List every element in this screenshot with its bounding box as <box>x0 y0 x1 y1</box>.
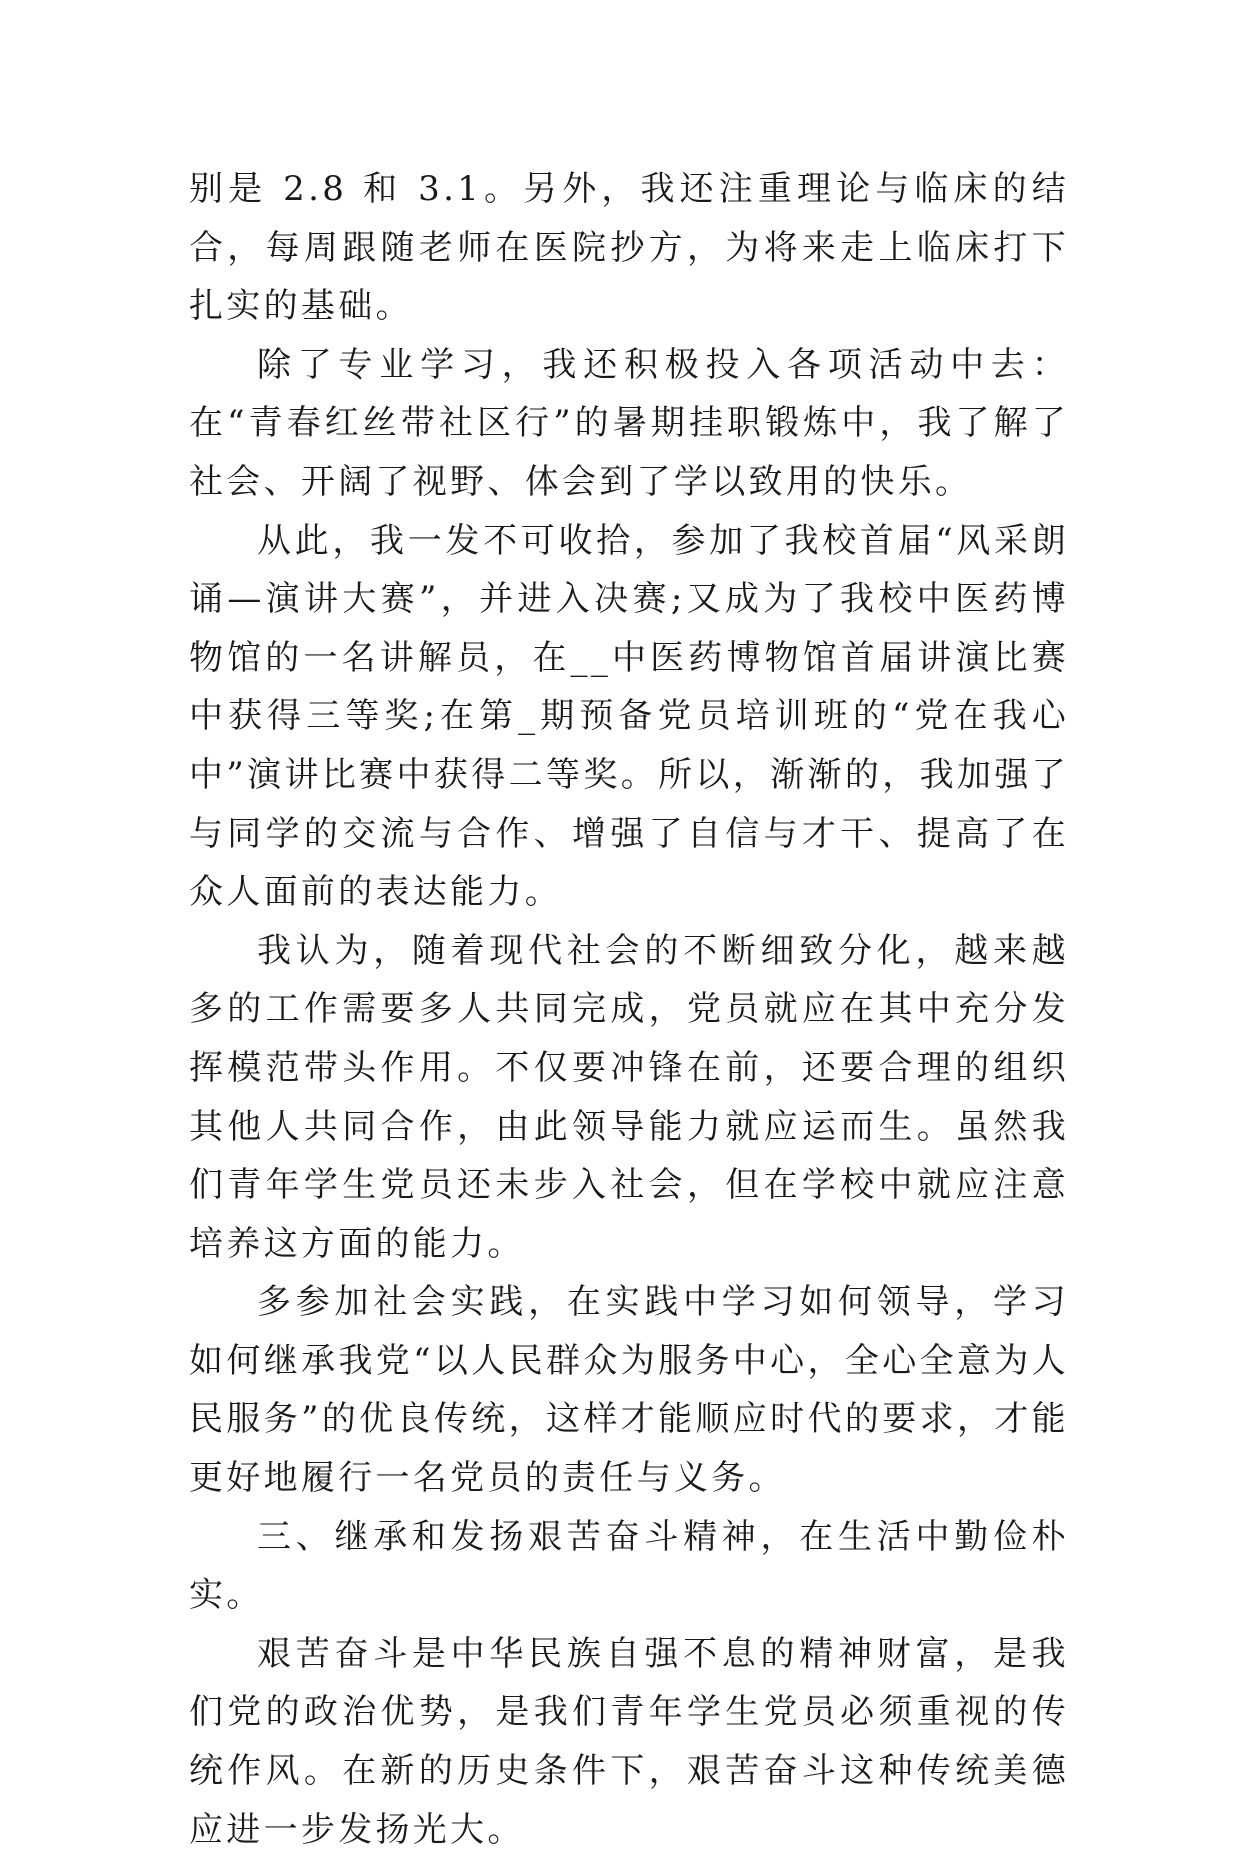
document-body <box>189 160 1069 1859</box>
paragraph-4: 我认为，随着现代社会的不断细致分化，越来越多的工作需要多人共同完成，党员就应在其中充分发挥模范带头作用。不仅要冲锋在前，还要合理的组织其他人共同合作，由此领导能力就应运而生。虽然我们青年学生党员还未步入社会，但在学校中就应注意培养这方面的能力。 <box>189 930 1069 1264</box>
paragraph-5: 多参加社会实践，在实践中学习如何领导，学习如何继承我党“以人民群众为服务中心，全心全意为人民服务”的优良传统，这样才能顺应时代的要求，才能更好地履行一名党员的责任与义务。 <box>189 1282 1069 1499</box>
paragraph-1: 别是 2.8 和 3.1。另外，我还注重理论与临床的结合，每周跟随老师在医院抄方，为将来走上临床打下扎实的基础。 <box>189 169 1069 327</box>
paragraph-6: 艰苦奋斗是中华民族自强不息的精神财富，是我们党的政治优势，是我们青年学生党员必须重视的传统作风。在新的历史条件下，艰苦奋斗这种传统美德应进一步发扬光大。 <box>189 1633 1069 1850</box>
section-heading-3: 三、继承和发扬艰苦奋斗精神，在生活中勤俭朴实。 <box>189 1516 1069 1616</box>
paragraph-3: 从此，我一发不可收拾，参加了我校首届“风采朗诵—演讲大赛”，并进入决赛;又成为了我校中医药博物馆的一名讲解员，在__中医药博物馆首届讲演比赛中获得三等奖;在第_期预备党员培训班的“党在我心中”演讲比赛中获得二等奖。所以，渐渐的，我加强了与同学的交流与合作、增强了自信与才干、提高了在众人面前的表达能力。 <box>189 520 1069 913</box>
paragraph-2: 除了专业学习，我还积极投入各项活动中去：在“青春红丝带社区行”的暑期挂职锻炼中，我了解了社会、开阔了视野、体会到了学以致用的快乐。 <box>189 344 1069 502</box>
